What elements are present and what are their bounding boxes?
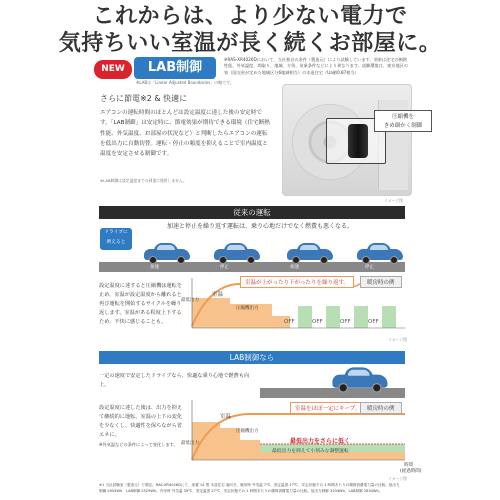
output-bar (298, 306, 312, 328)
conventional-side-text: 設定温度に達すると圧縮機は運転を止め、室温が設定温度から離れると再び運転を開始するサイクルを繰り返します。室温がある程度上下するため、不快に感じることも。 (99, 283, 183, 325)
intro-subhead: さらに節電※2 & 快適に (100, 94, 188, 103)
conventional-y-min: 最低出力 (181, 298, 199, 303)
lab-min-label-1: 最低出力をさらに低く (290, 438, 351, 445)
car-icon (330, 364, 390, 390)
off-label: OFF (368, 319, 379, 325)
compressor-callout (374, 110, 432, 132)
headline-line-2: 気持ちいい室温が長く続くお部屋に。 (58, 31, 442, 56)
lab-x-label-1: 時間 (404, 463, 413, 468)
car-icon (285, 240, 335, 262)
intro-footnote: ※LAB制御は設定温度までの到達に使用しません。 (100, 178, 187, 183)
lab-example-tag: 暖房時の例 (360, 402, 402, 414)
lab-image-note: イメージ図 (388, 476, 407, 481)
road-label-stop-2: 停止 (365, 265, 374, 270)
lab-caption: 一定の速度で安定したドライブなら、快適な乗り心地で燃費も向上。 (99, 373, 250, 388)
footer-footnote: ※1 当社試験室（製造元）で測定。RAS-XR4026Dにて、床置 14 畳 木造住宅 南向き、暖房時 外気温 7℃、設定温度 27℃、安定状態での 1 時間あたりの積算消費電力量の比較。低出力制御 2954Wh、LAB制御 2529Wh。冷房時 外気温 35℃、設定温度 27℃、安定状態での 1 時間あたりの積算消費電力量の比較。低出力制御 3204Wh、LAB制御 2834Wh。 (99, 483, 400, 493)
output-bar (326, 306, 340, 328)
lab-min-label-2: 最低出力を抑えて小刻みな調整運転 (272, 449, 349, 454)
car-icon (142, 240, 192, 262)
lab-y-min: 最低出力 (181, 441, 199, 446)
road-label-stop-1: 停止 (220, 265, 229, 270)
lab-side-text: 設定温度に達した後は、出力を抑えて継続的に運転。室温の上下の変化を少なくし、快適性を保ちながら省エネに。 (99, 405, 183, 438)
conventional-title: 従来の運転 (99, 206, 405, 219)
conventional-example-tag: 暖房時の例 (360, 276, 402, 288)
conventional-bubble: 室温が上がったり下がったりを繰り返す。 (240, 276, 354, 288)
intro-body: エアコンの運転時間のほとんどは設定温度に達した後の安定時です。「LAB制御」は安定時に、節電効果が期待できる環境（住宅断熱性能、外気温度、お部屋の状況など）と判断したらエアコンの運転を低出力に自動切替。運転・停止の頻度を抑えることで室内温度と温度を安定させる制御です。 (100, 110, 270, 158)
road-label-accelerate-2: 加速 (290, 265, 299, 270)
drive-analogy-label (100, 228, 132, 250)
drive-label-line-2: 例えると (106, 240, 126, 245)
lab-name-note: ※LABは「Linear Adjusted Boundaries」の略です。 (136, 80, 234, 85)
headline-line-1: これからは、より少ない電力で (92, 4, 408, 29)
conventional-y-label: 圧縮機出力 (236, 306, 259, 311)
compressor-icon (348, 124, 368, 158)
new-badge: NEW (94, 60, 132, 79)
lab-y-label: 圧縮機出力 (236, 429, 259, 434)
output-bar (382, 306, 396, 328)
product-image-note: イメージ図 (384, 198, 403, 203)
callout-line-1: 圧縮機を (391, 114, 414, 120)
car-icon (212, 240, 262, 262)
conventional-room-label: 室温 (212, 292, 224, 298)
output-bar (354, 306, 368, 328)
off-label: OFF (312, 319, 323, 325)
lab-x-label-2: (経過時間) (400, 469, 422, 474)
lab-room-label: 室温 (220, 414, 232, 420)
lab-bubble: 室温をほぼ一定にキープ。 (290, 402, 365, 414)
lab-title: LAB制御なら (99, 351, 405, 364)
off-label: OFF (340, 319, 351, 325)
lab-side-note: ※外気温などの条件によって変化します。 (99, 442, 178, 447)
off-label: OFF (284, 319, 295, 325)
car-icon (355, 240, 405, 262)
fine-print: ※RAS-XR4026Dにおいて、当社独自の条件（製造元）により試験しています。効果は住宅の断熱性能、外気温度、間取り、地域、方角、気象条件などにより異なります。試験環境は、東京地区の家（国交省が定めた地域区分6地域相当）の木造住宅（Ua値0.87相当） (224, 57, 408, 75)
callout-line-2: きめ細かく制御 (383, 123, 423, 129)
conventional-image-note: イメージ図 (388, 337, 407, 342)
lab-control-title: LAB制御 (134, 57, 216, 79)
road-label-accelerate-1: 加速 (150, 265, 159, 270)
conventional-caption: 加速と停止を繰り返す運転は、乗り心地だけでなく燃費も悪くなる。 (166, 223, 353, 230)
drive-label-line-1: ドライブに (104, 230, 128, 235)
